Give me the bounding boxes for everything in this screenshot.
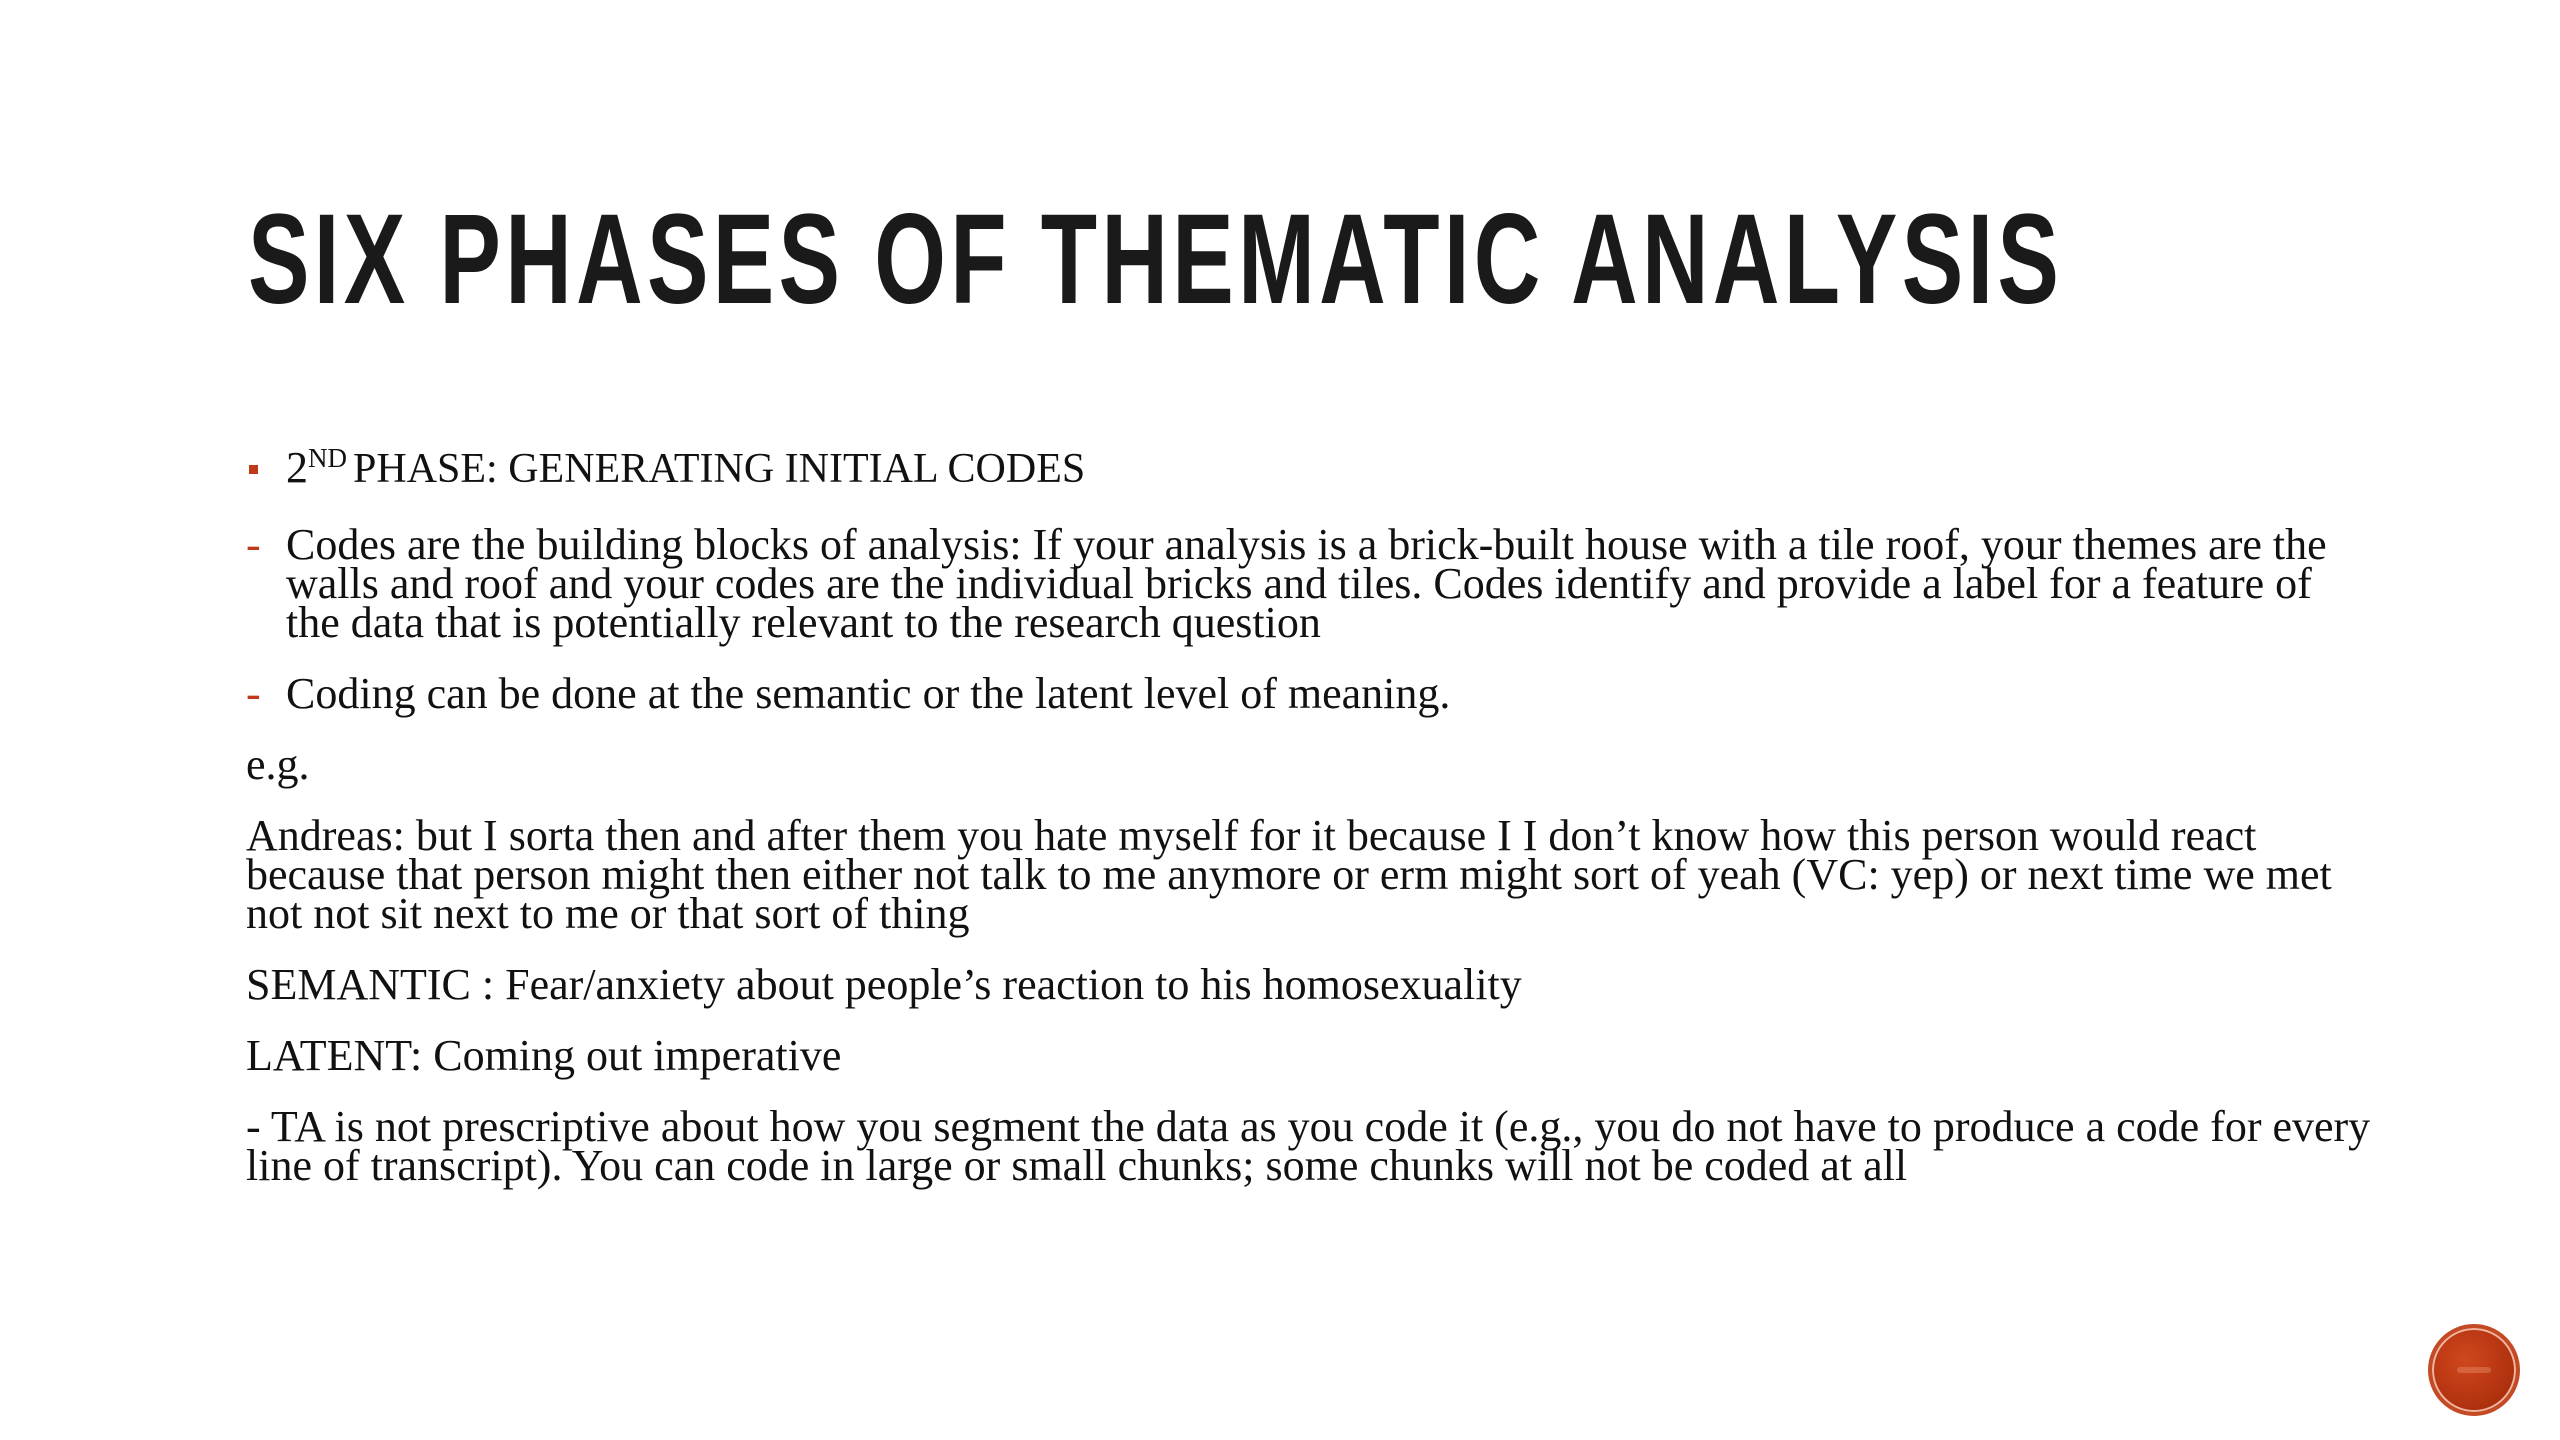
list-item-text: Codes are the building blocks of analysis: If your analysis is a brick-built house with a tile roof, your themes are the walls and roof and your codes are the individual bricks and tiles. Codes identify and provide a label for a feature of the data that is potentially relevant to the research question: [286, 520, 2327, 647]
phase-heading: [246, 443, 2376, 493]
latent-code: LATENT: Coming out imperative: [246, 1031, 842, 1080]
list-item: [246, 520, 2376, 647]
phase-heading-text: [286, 443, 1085, 492]
dash-bullet: -: [246, 669, 261, 718]
next-slide-button[interactable]: [2428, 1324, 2520, 1416]
phase-title: PHASE: GENERATING INITIAL CODES: [353, 446, 1086, 492]
slide-body: [246, 443, 2376, 1190]
example-label: e.g.: [246, 740, 310, 789]
list-item: [246, 669, 2376, 718]
semantic-code: SEMANTIC : Fear/anxiety about people’s reaction to his homosexuality: [246, 960, 1522, 1009]
square-bullet-icon: [249, 465, 258, 474]
interview-quote: Andreas: but I sorta then and after them you hate myself for it because I I don’t know how this person would react because that person might then either not talk to me anymore or erm might sort of yeah (VC: yep) or next time we met not not sit next to me or that sort of thing: [246, 811, 2332, 938]
dash-bullet: -: [246, 520, 261, 569]
phase-superscript: ND: [308, 443, 347, 473]
next-slide-icon: [2457, 1367, 2491, 1373]
slide-title: SIX PHASES OF THEMATIC ANALYSIS: [248, 188, 2064, 331]
list-item-text: Coding can be done at the semantic or the latent level of meaning.: [286, 669, 1451, 718]
phase-number: 2: [286, 443, 308, 492]
closing-note: - TA is not prescriptive about how you segment the data as you code it (e.g., you do not have to produce a code for every line of transcript). You can code in large or small chunks; some chunks will not be coded at all: [246, 1102, 2371, 1190]
